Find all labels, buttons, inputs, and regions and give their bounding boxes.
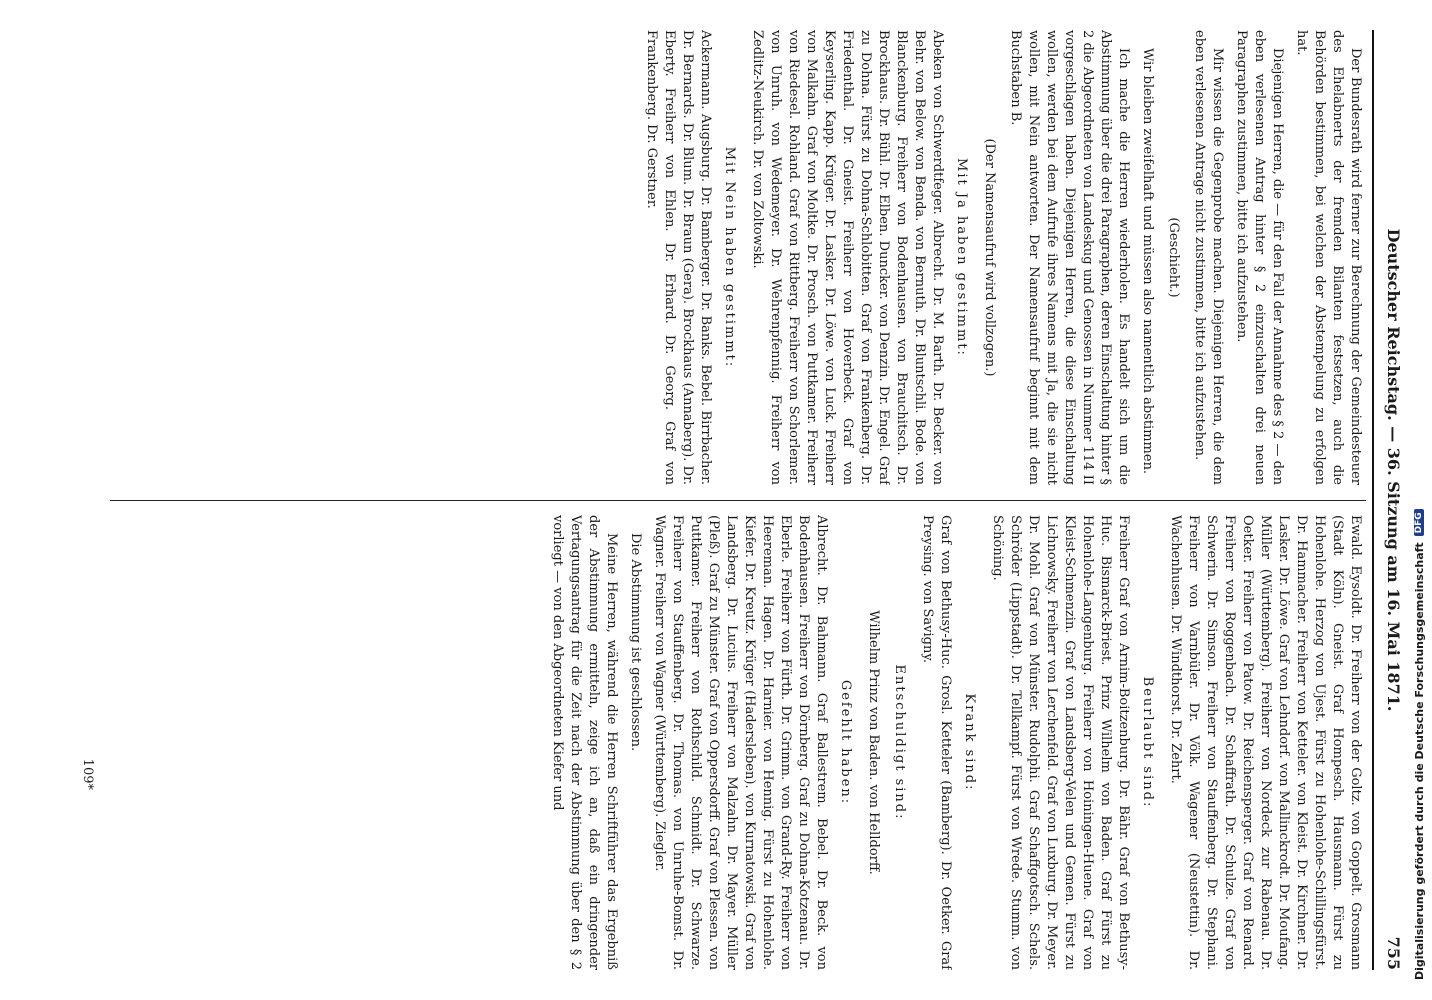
paragraph: Mir wissen die Gegenprobe machen. Diejenigen Herren, die dem eben verlesenen Antrage nicht zustimmen, bitte ich aufzustehen. (1192, 30, 1225, 485)
section-heading: Gefehlt haben: (838, 679, 853, 806)
section-heading: Krank sind: (962, 693, 977, 792)
paragraph: Der Bundesrath wird ferner zur Berechnung der Gemeindesteuer des Ehelabnerts der fremden Bilanten festsetzen, auch die Behörden bestimmen, bei welchen der Abstempelung zu erfolgen hat. (1294, 30, 1363, 485)
column-divider (110, 500, 1366, 501)
paragraph: Meine Herren, während die Herren Schriftführer das Ergebniß der Abstimmung ermitteln, zeige ich an, daß ein dringender Vertagungsantrag für die Zeit nach der Abstimmung über den § 2 vorliegt — von den Abgeordneten Kiefer und (550, 515, 619, 970)
section-heading: Mit Ja haben gestimmt: (954, 158, 969, 357)
signature-mark: 109* (80, 758, 95, 790)
stage-note: (Der Namensaufruf wird vollzogen.) (982, 138, 997, 377)
name-list: Wilhelm Prinz von Baden. von Helldorff. (866, 610, 881, 875)
page-title: Deutscher Reichstag. — 36. Sitzung am 16. Mai 1871. (1384, 228, 1403, 712)
paragraph: Diejenigen Herren, die — für den Fall der Annahme des § 2 — den eben verlesenen Antrag hinter § 2 einzuschalten drei neuen Paragraphen zustimmen, bitte ich aufzustehen. (1234, 30, 1285, 485)
name-list: Ewald. Eysoldt. Dr. Freiherr von der Goltz. von Goppelt. Grosmann (Stadt Köln). Gneist. Graf Hompesch. Hausmann. Fürst zu Hohenlohe. Herzog von Ujest. Fürst zu Hohenlohe-Schillingsfürst. Dr. Hammacher. Freiherr von Ketteler. von Kleist. Dr. Kirchner. Dr. Lasker. Dr. Löwe. Graf von Lehndorf. von Mallinckrodt. Dr. Moufang. Müller (Württemberg). Freiherr von Nordeck zur Rabenau. Dr. Oetker. Freiherr von Patow. Dr. Reichensperger. Graf von Renard. Freiherr von Roggenbach. Dr. Schaffrath. Dr. Schulze. Graf von Schwerin. Dr. Simson. Freiherr von Stauffenberg. Dr. Stephani. Freiherr von Varnbüler. Dr. Völk. Wagener (Neustettin). Dr. Wachenhusen. Dr. Windthorst. Dr. Zehrt. (1168, 515, 1363, 970)
section-heading: Entschuldigt sind: (892, 664, 907, 821)
page-number: 755 (1384, 936, 1403, 970)
stage-note: (Geschieht.) (1166, 217, 1181, 298)
left-column (110, 30, 1364, 485)
credit-text: Digitalisierung gefördert durch die Deutsche Forschungsgemeinschaft (1412, 542, 1426, 980)
paragraph: Ich mache die Herren wiederholen. Es handelt sich um die Abstimmung über die drei Paragraphen, deren Einschaltung hinter § 2 die Abgeordneten von Landeskug und Genossen in Nummer 114 II vorgeschlagen haben. Diejenigen Herren, die diese Einschaltung wollen, werden bei dem Aufrufe ihres Namens mit Ja, die sie nicht wollen, mit Nein antworten. Der Namensaufruf beginnt mit dem Buchstaben B. (1008, 30, 1131, 485)
right-column (110, 515, 1364, 970)
name-list: Freiherr Graf von Arnim-Boitzenburg. Dr. Bähr. Graf von Bethusy-Huc. Bismarck-Briest. Prinz Wilhelm von Baden. Graf Fürst zu Hohenlohe-Langenburg. Freiherr von Hoiningen-Huene. Graf von Kleist-Schmenzin. Graf von Landsberg-Velen und Gemen. Fürst zu Lichnowsky. Freiherr von Lerchenfeld. Graf von Luxburg. Dr. Meyer. Dr. Mohl. Graf von Münster. Rudolphi. Graf Schaffgotsch. Schels. Schröder (Lippstadt). Dr. Tellkampf. Fürst von Wrede. Stumm. von Schöning. (990, 515, 1131, 970)
dfg-logo: DFG (1414, 509, 1424, 536)
name-list: Albrecht. Dr. Bahmann. Graf Ballestrem. Bebel. Dr. Beck. von Bodenhausen. Freiherr von Dörnberg. Graf zu Dohna-Kotzenau. Dr. Eberle. Freiherr von Fürth. Dr. Grimm. von Grand-Ry. Freiherr von Heereman. Hagen. Dr. Harnier. von Hennig. Fürst zu Hohenlohe. Kiefer. Dr. Kreutz. Krüger (Hadersleben). von Kurnatowski. Graf von Landsberg. Dr. Lucius. Freiherr von Malzahn. Dr. Mayer. Müller (Pleß). Graf zu Münster. Graf von Oppersdorff. Graf von Plessen. von Puttkamer. Freiherr von Rothschild. Schmidt. Dr. Schwarze. Freiherr von Stauffenberg. Dr. Thomas. von Unruhe-Bomst. Dr. Wagner. Freiherr von Wagner (Württemberg). Ziegler. (652, 515, 829, 970)
paragraph: Die Abstimmung ist geschlossen. (628, 533, 643, 752)
rotated-page (50, 10, 1410, 990)
name-list: Graf von Bethusy-Huc. Grosl. Ketteler (Bamberg). Dr. Oetker. Graf Preysing. von Savigny. (920, 515, 953, 970)
newspaper-page (50, 10, 1410, 990)
page-header (1378, 30, 1402, 970)
paragraph: Wir bleiben zweifelhaft und müssen also namentlich abstimmen. (1140, 48, 1155, 475)
digitization-credit (1408, 60, 1430, 980)
section-heading: Beurlaubt sind: (1140, 676, 1155, 809)
header-rule (1372, 30, 1374, 970)
section-heading: Mit Nein haben gestimmt: (722, 146, 737, 369)
name-list: Ackermann. Augsburg. Dr. Bamberger. Dr. Banks. Bebel. Birrbacher. Dr. Bernards. Dr. Blum. Dr. Braun (Gera). Brockhaus (Annaberg). Dr. Eberty. Freiherr von Ehlen. Dr. Erhard. Dr. Georg. Graf von Frankenberg. Dr. Gerstner. (644, 30, 713, 485)
name-list: Abeken von Schwerdtfeger. Albrecht. Dr. M. Barth. Dr. Becker. von Behr. von Below. von Benda. von Bernuth. Dr. Bluntschli. Bode. von Blanckenburg. Freiherr von Bodenhausen. von Brauchitsch. Dr. Brockhaus. Dr. Bühl. Dr. Elben. Duncker. von Denzin. Dr. Engel. Graf zu Dohna. Fürst zu Dohna-Schlobitten. Graf von Frankenberg. Dr. Friedenthal. Dr. Gneist. Freiherr von Hoverbeck. Graf von Keyserling. Kapp. Krüger. Dr. Lasker. Dr. Löwe. von Luck. Freiherr von Malkahn. Graf von Moltke. Dr. Prosch. von Puttkamer. Freiherr von Riedesel. Rohland. Graf von Rittberg. Freiherr von Schorlemer. von Unruh. von Wedemeyer. Dr. Wehrenpfennig. Freiherr von Zedlitz-Neukirch. Dr. von Zoltowski. (750, 30, 945, 485)
